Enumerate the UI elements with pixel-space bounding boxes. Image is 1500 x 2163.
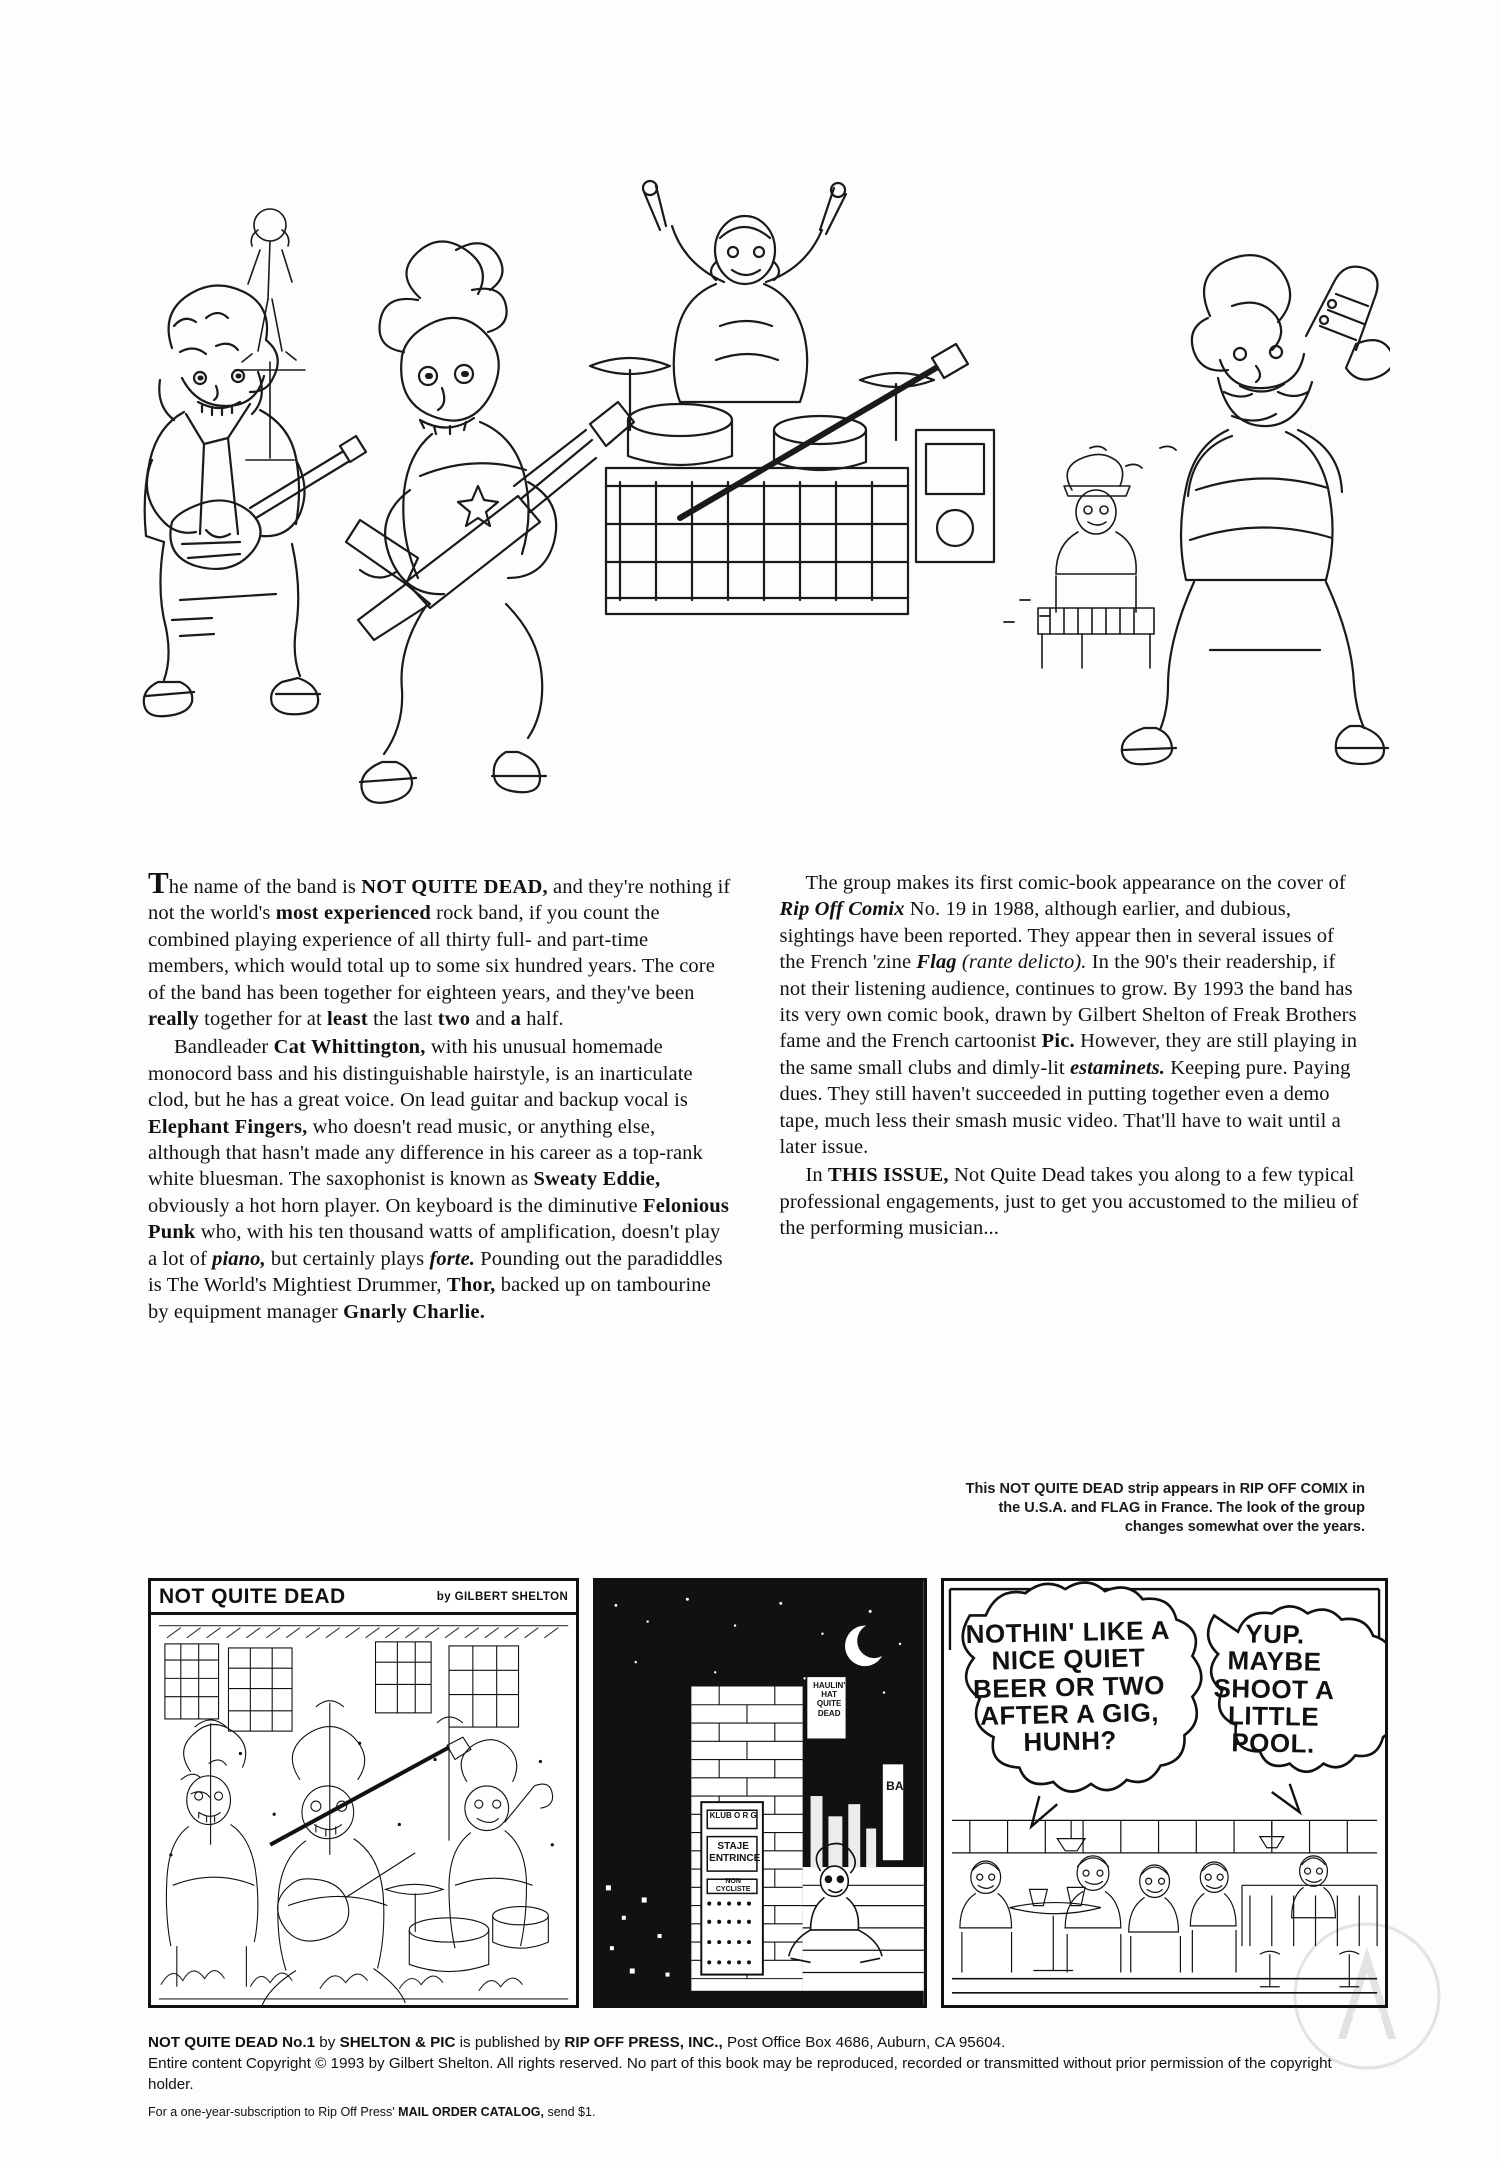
strip-credit-note: This NOT QUITE DEAD strip appears in RIP OFF COMIX in the U.S.A. and FLAG in France. The look of the group changes somewhat over the years. xyxy=(965,1481,1365,1535)
paragraph-band-name: The name of the band is NOT QUITE DEAD, and they're nothing if not the world's most experienced rock band, if you count the combined playing experience of all thirty full- and part-time members, which would total up to some six hundred years. The core of the band has been together for eighteen years, and they've been really together for at least the last two and a half. xyxy=(148,865,731,1031)
watermark-logo xyxy=(1292,1921,1442,2071)
sign-stage-entrance: STAJE ENTRINCE xyxy=(709,1841,761,1864)
strip-title: NOT QUITE DEAD xyxy=(159,1584,346,1608)
panel-1-title-bar xyxy=(151,1581,576,1615)
colophon-address: Post Office Box 4686, Auburn, CA 95604. xyxy=(722,2034,1006,2051)
colophon-subscription-c: send $1. xyxy=(544,2105,596,2119)
colophon-title: NOT QUITE DEAD No.1 xyxy=(148,2034,316,2051)
colophon-published-by: is published by xyxy=(455,2034,565,2051)
speech-balloon-right: YUP. MAYBE SHOOT A LITTLE POOL. xyxy=(1213,1618,1335,1759)
colophon-by: by xyxy=(315,2034,340,2051)
comic-panel-1 xyxy=(148,1578,579,2008)
article-right-column xyxy=(780,870,1364,1327)
colophon-catalog: MAIL ORDER CATALOG, xyxy=(398,2105,544,2119)
sign-bar: BAR xyxy=(886,1779,913,1793)
strip-byline: by GILBERT SHELTON xyxy=(436,1590,569,1603)
paragraph-publication-history: The group makes its first comic-book appearance on the cover of Rip Off Comix No. 19 in 1988, although earlier, and dubious, sightings have been reported. They appear then in several issues of the French 'zine Flag (rante delicto). In the 90's their readership, if not their listening audience, continues to grow. By 1993 the band has its very own comic book, drawn by Gilbert Shelton of Freak Brothers fame and the French cartoonist Pic. However, they are still playing in the same small clubs and dimly-lit estaminets. Keeping pure. Paying dues. They still haven't succeeded in putting together even a demo tape, much less their smash music video. That'll have to wait until a later issue. xyxy=(779,872,1358,1159)
paragraph-band-members: Bandleader Cat Whittington, with his unusual homemade monocord bass and his distinguishable hairstyle, is an inarticulate clod, but he has a great voice. On lead guitar and backup vocal is Elephant Fingers, who doesn't read music, or anything else, although that hasn't made any difference in his career as a top-rank white bluesman. The saxophonist is known as Sweaty Eddie, obviously a hot horn player. On keyboard is the diminutive Felonious Punk who, with his ten thousand watts of amplification, doesn't play a lot of piano, but certainly plays forte. Pounding out the paradiddles is The World's Mightiest Drummer, Thor, backed up on tambourine by equipment manager Gnarly Charlie. xyxy=(148,1036,730,1323)
comic-panel-2 xyxy=(593,1578,927,2008)
article-left-column xyxy=(148,865,732,1327)
band-illustration xyxy=(120,130,1390,820)
article-body xyxy=(148,865,1363,1327)
comic-strip xyxy=(148,1578,1388,2008)
speech-balloon-left: NOTHIN' LIKE A NICE QUIET BEER OR TWO AFTER A GIG, HUNH? xyxy=(965,1614,1171,1758)
paragraph-this-issue: In THIS ISSUE, Not Quite Dead takes you along to a few typical professional engagements, just to get you accustomed to the milieu of the performing musician... xyxy=(779,1164,1359,1240)
colophon-subscription-a: For a one-year-subscription to Rip Off Press' xyxy=(148,2105,399,2119)
colophon xyxy=(148,2032,1378,2123)
sign-top-right: HAULIN' HAT QUITE DEAD xyxy=(813,1681,846,1718)
colophon-authors: SHELTON & PIC xyxy=(339,2034,456,2051)
sign-no-cycling: NON CYCLISTE xyxy=(715,1878,751,1894)
colophon-copyright: Entire content Copyright © 1993 by Gilbert Shelton. All rights reserved. No part of this book may be reproduced, recorded or transmitted without prior permission of the copyright holder. xyxy=(148,2055,1332,2093)
colophon-publisher: RIP OFF PRESS, INC., xyxy=(564,2034,723,2051)
colophon-subscription xyxy=(148,2102,1378,2123)
sign-club: KLUB O R G xyxy=(709,1811,757,1820)
colophon-publisher-line xyxy=(148,2032,1378,2053)
dropcap: T xyxy=(148,865,169,900)
